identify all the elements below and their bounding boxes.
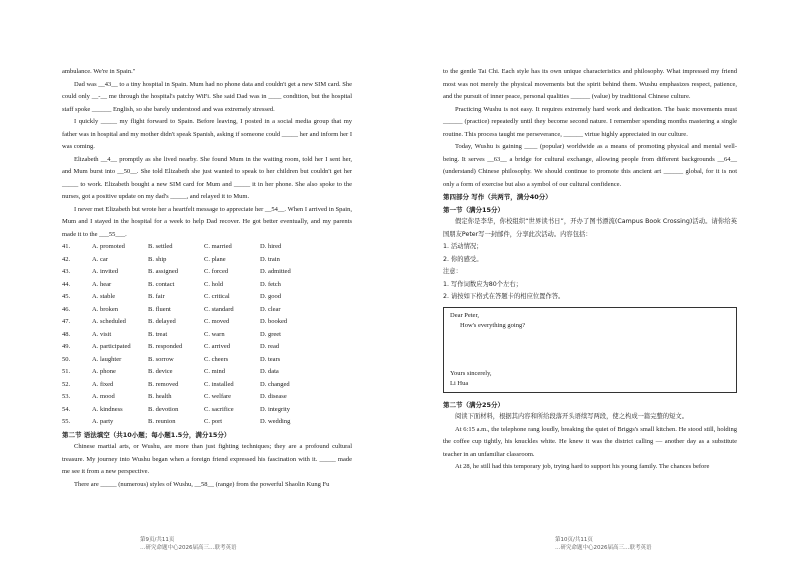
question-number: 43. [62, 268, 71, 275]
option-b: B. sorrow [148, 355, 174, 363]
option-row [62, 279, 352, 292]
option-b: B. assigned [148, 268, 178, 275]
option-row [62, 241, 352, 254]
option-c: C. welfare [204, 393, 232, 400]
writing-prompt: 阅读下面材料，根据其内容和所给段落开头语续写两段，使之构成一篇完整的短文。 [455, 413, 688, 420]
option-d: D. wedding [260, 418, 291, 425]
option-row [62, 391, 352, 404]
option-d: D. train [260, 255, 280, 263]
writing-point: 1. 活动情况； [443, 243, 483, 250]
option-d: D. integrity [260, 405, 290, 413]
option-a: A. car [92, 255, 108, 263]
letter-format-box [443, 307, 737, 393]
option-b: B. contact [148, 280, 175, 288]
section-heading: 第二节 语法填空（共10小题；每小题1.5分，满分15分） [62, 430, 231, 439]
option-a: A. stable [92, 293, 116, 300]
passage-paragraph: ambulance. We're in Spain." [62, 68, 136, 75]
option-a: A. broken [92, 305, 118, 313]
writing-prompt: 假定你是李华，你校组织“世界读书日”，开办了图书漂流(Campus Book Crossing)活动。请你给英国朋友Peter写一封邮件，分享此次活动。内容包括： [443, 218, 737, 238]
option-row [62, 304, 352, 317]
option-c: C. forced [204, 268, 229, 275]
option-b: B. device [148, 368, 173, 375]
option-b: B. settled [148, 243, 173, 250]
option-a: A. party [92, 418, 114, 425]
question-number: 54. [62, 405, 71, 413]
option-row [62, 404, 352, 417]
page-footer-left [140, 536, 237, 552]
option-b: B. responded [148, 343, 183, 350]
right-column [443, 66, 737, 474]
question-number: 41. [62, 243, 71, 250]
question-number: 44. [62, 280, 71, 288]
passage-paragraph: Chinese martial arts, or Wushu, are more than just fighting techniques; they are a profound cultural treasure. My journey into Wushu began when a foreign friend expressed his fascination with it. _____ made me see it from a new perspective. [62, 443, 352, 475]
option-a: A. laughter [92, 355, 122, 363]
option-b: B. devotion [148, 405, 179, 413]
option-a: A. phone [92, 368, 116, 375]
question-number: 48. [62, 330, 71, 338]
option-b: B. fair [148, 293, 165, 300]
option-d: D. good [260, 293, 281, 300]
notes-label: 注意： [443, 268, 462, 275]
exam-info: …研究命题中心2026届高三…联考英语 [140, 545, 237, 551]
option-c: C. port [204, 418, 223, 425]
part-heading: 第四部分 写作（共两节，满分40分） [443, 193, 552, 201]
passage-paragraph: There are _____ (numerous) styles of Wushu, __58__ (range) from the powerful Shaolin Kung Fu [74, 480, 330, 488]
option-b: B. ship [148, 255, 167, 263]
option-d: D. greet [260, 330, 281, 338]
option-row [62, 366, 352, 379]
page-footer-right [555, 536, 652, 552]
option-d: D. data [260, 368, 279, 375]
option-a: A. visit [92, 330, 112, 338]
option-row [62, 341, 352, 354]
passage-paragraph: Practicing Wushu is not easy. It requires extremely hard work and dedication. The basic movements must ______ (practice) repeatedly until they become second nature. I remember spending months mastering a single routine. This process taught me perseverance, ______ virtue highly appreciated in our culture. [443, 105, 737, 138]
option-b: B. health [148, 393, 172, 400]
option-c: C. standard [204, 305, 234, 313]
options-list [62, 241, 352, 429]
letter-closing: Yours sincerely, [450, 369, 492, 377]
question-number: 46. [62, 305, 71, 313]
option-a: A. participated [92, 343, 131, 350]
option-d: D. clear [260, 305, 281, 313]
option-row [62, 266, 352, 279]
passage-paragraph: I quickly _____ my flight forward to Spain. Before leaving, I posted in a social media group that my father was in hospital and my mother didn't speak Spanish, asking if someone could _____ her and inform her I was coming. [62, 118, 352, 150]
passage-paragraph: to the gentle Tai Chi. Each style has its own unique characteristics and philosophy. What impressed my friend most was not merely the physical movements but the spirit behind them. Wushu emphasizes respect, patience, and the pursuit of inner peace, personal qualities ______ (value) by traditional Chinese culture. [443, 68, 737, 100]
question-number: 49. [62, 343, 71, 350]
option-a: A. mood [92, 393, 115, 400]
option-c: C. plane [204, 255, 226, 263]
left-column [62, 66, 352, 491]
option-d: D. hired [260, 243, 282, 250]
option-d: D. read [260, 343, 280, 350]
option-c: C. mind [204, 368, 225, 375]
option-c: C. cheers [204, 355, 229, 363]
passage-paragraph: Today, Wushu is gaining ____ (popular) worldwide as a means of promoting physical and mental well-being. It serves __63__ a bridge for cultural exchange, allowing people from different backgrounds __64__ (understand) Chinese philosophy. We should continue to promote this ancient art ______ global, for it is not only a form of exercise but also a symbol of our cultural confidence. [443, 143, 737, 188]
option-c: C. sacrifice [204, 405, 234, 413]
question-number: 52. [62, 380, 71, 388]
story-paragraph: At 28, he still had this temporary job, trying hard to support his young family. The chances before [455, 463, 710, 470]
letter-salutation: Dear Peter, [450, 311, 479, 319]
option-a: A. invited [92, 268, 118, 275]
option-a: A. scheduled [92, 318, 126, 325]
option-row [62, 354, 352, 367]
story-paragraph: At 6:15 a.m., the telephone rang loudly, breaking the quiet of Briggs's small kitchen. He stood still, holding the coffee cup tightly, his knuckles white. He knew it was the district calling — another day as a substitute teacher in an unfamiliar classroom. [443, 425, 737, 458]
option-a: A. promoted [92, 243, 125, 250]
section-heading: 第一节（满分15分） [443, 205, 505, 214]
question-number: 45. [62, 293, 71, 300]
option-row [62, 379, 352, 392]
option-c: C. married [204, 243, 232, 250]
question-number: 55. [62, 418, 71, 425]
option-c: C. arrived [204, 343, 230, 350]
option-row [62, 254, 352, 267]
question-number: 51. [62, 368, 71, 375]
option-d: D. changed [260, 380, 290, 388]
option-d: D. tears [260, 355, 281, 363]
option-c: C. installed [204, 380, 234, 388]
option-row [62, 416, 352, 429]
page-number: 第10页/共11页 [555, 537, 593, 543]
option-d: D. fetch [260, 280, 281, 288]
option-b: B. removed [148, 380, 179, 388]
option-d: D. booked [260, 318, 288, 325]
note-item: 1. 写作词数应为80个左右； [443, 280, 522, 288]
question-number: 47. [62, 318, 71, 325]
page-number: 第9页/共11页 [140, 537, 175, 543]
option-c: C. hold [204, 280, 224, 288]
option-row [62, 316, 352, 329]
section-heading: 第二节（满分25分） [443, 400, 505, 409]
option-c: C. critical [204, 293, 230, 300]
option-b: B. delayed [148, 318, 176, 325]
writing-point: 2. 你的感受。 [443, 255, 483, 263]
passage-paragraph: I never met Elizabeth but wrote her a heartfelt message to appreciate her __54__. When I arrived in Spain, Mum and I stayed in the hospital for a week to help Dad recover. He got better eventually, and my parents made it to the ___55___. [62, 205, 352, 238]
option-c: C. moved [204, 318, 230, 325]
question-number: 42. [62, 255, 71, 263]
option-a: A. hear [92, 280, 112, 288]
option-c: C. warn [204, 330, 225, 338]
letter-closing-block [450, 369, 492, 389]
option-row [62, 291, 352, 304]
passage-paragraph: Dad was __43__ to a tiny hospital in Spain. Mum had no phone data and couldn't get a new SIM card. She could only __-__ me through the hospital's patchy WiFi. She said Dad was in ____ condition, but the hospital staff spoke ______ English, so she barely understood and was extremely stressed. [62, 80, 352, 113]
option-b: B. treat [148, 330, 168, 338]
option-d: D. disease [260, 393, 287, 400]
option-d: D. admitted [260, 268, 291, 275]
exam-info: …研究命题中心2026届高三…联考英语 [555, 545, 652, 551]
option-a: A. fixed [92, 380, 114, 388]
question-number: 53. [62, 393, 71, 400]
note-item: 2. 请按如下格式在答题卡的相应位置作答。 [443, 293, 565, 300]
letter-signature: Li Hua [450, 379, 469, 387]
letter-opening: How's everything going? [460, 321, 526, 329]
option-b: B. reunion [148, 418, 176, 425]
question-number: 50. [62, 355, 71, 363]
option-row [62, 329, 352, 342]
option-b: B. fluent [148, 305, 171, 313]
option-a: A. kindness [92, 405, 123, 413]
passage-paragraph: Elizabeth __4__ promptly as she lived nearby. She found Mum in the waiting room, told her I sent her, and Mum burst into __50__. She told Elizabeth she just wanted to speak to her children but couldn't get her _____ to work. Elizabeth bought a new SIM card for Mum and _____ it in her phone. She also spoke to the nurses, got a positive update on my dad's _____, and relayed it to Mum. [62, 155, 352, 200]
